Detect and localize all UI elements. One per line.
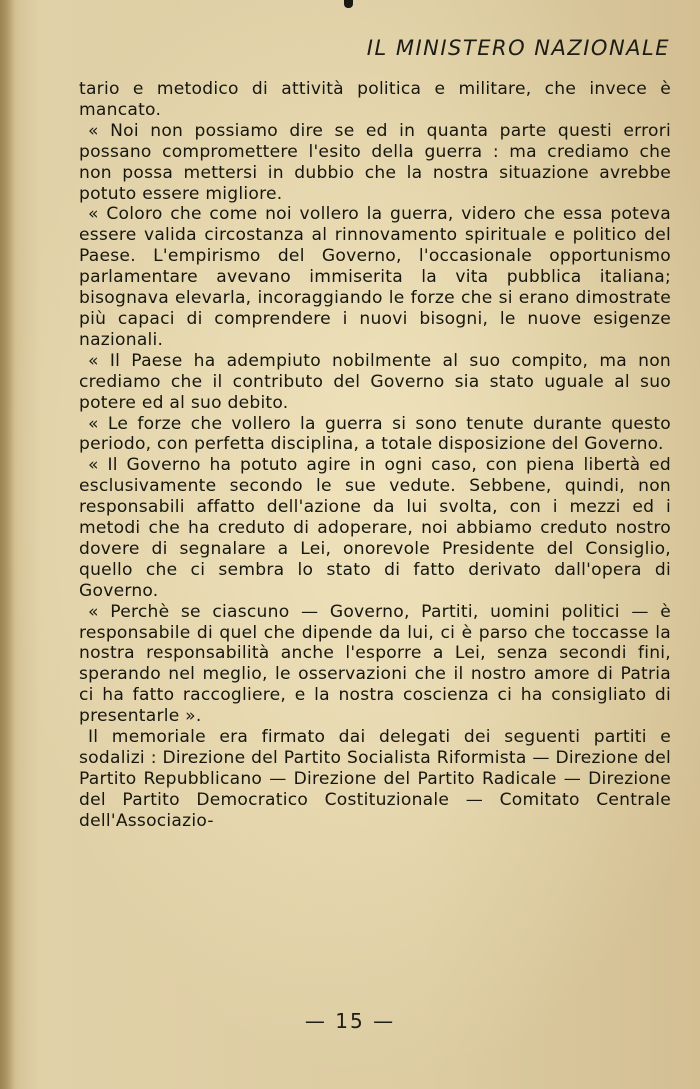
paragraph: « Noi non possiamo dire se ed in quanta parte questi errori possano compromettere l'esito della guerra : ma crediamo che non possa mettersi in dubbio che la nostra situazione avrebbe potuto essere migliore. bbox=[79, 120, 671, 204]
running-header: IL MINISTERO NAZIONALE bbox=[366, 36, 670, 60]
body-text bbox=[79, 79, 671, 832]
paragraph: « Perchè se ciascuno — Governo, Partiti, uomini politici — è responsabile di quel che dipende da lui, ci è parso che toccasse la nostra responsabilità anche l'esporre a Lei, senza secondi fini, sperando nel meglio, le osservazioni che il nostro amore di Patria ci ha fatto raccogliere, e la nostra coscienza ci ha consigliato di presentarle ». bbox=[79, 601, 671, 727]
paragraph: « Il Paese ha adempiuto nobilmente al suo compito, ma non crediamo che il contributo del Governo sia stato uguale al suo potere ed al suo debito. bbox=[79, 350, 671, 413]
top-ink-mark bbox=[344, 0, 353, 8]
paragraph: tario e metodico di attività politica e militare, che invece è mancato. bbox=[79, 79, 671, 120]
paragraph: « Le forze che vollero la guerra si sono tenute durante questo periodo, con perfetta disciplina, a totale disposizione del Governo. bbox=[79, 413, 671, 455]
paragraph: « Il Governo ha potuto agire in ogni caso, con piena libertà ed esclusivamente secondo le sue vedute. Sebbene, quindi, non responsabili affatto dell'azione da lui svolta, con i mezzi ed i metodi che ha creduto di adoperare, noi abbiamo creduto nostro dovere di segnalare a Lei, onorevole Presidente del Consiglio, quello che ci sembra lo stato di fatto derivato dall'opera di Governo. bbox=[79, 455, 671, 601]
paragraph: « Coloro che come noi vollero la guerra, videro che essa poteva essere valida circostanza al rinnovamento spirituale e politico del Paese. L'empirismo del Governo, l'occasionale opportunismo parlamentare avevano immiserita la vita pubblica italiana; bisognava elevarla, incoraggiando le forze che si erano dimostrate più capaci di comprendere i nuovi bisogni, le nuove esigenze nazionali. bbox=[79, 204, 671, 350]
page-number: — 15 — bbox=[304, 1009, 396, 1033]
paragraph: Il memoriale era firmato dai delegati dei seguenti partiti e sodalizi : Direzione del Partito Socialista Riformista — Direzione del Partito Repubblicano — Direzione del Partito Radicale — Direzione del Partito Democratico Costituzionale — Comitato Centrale dell'Associazio- bbox=[79, 727, 671, 831]
